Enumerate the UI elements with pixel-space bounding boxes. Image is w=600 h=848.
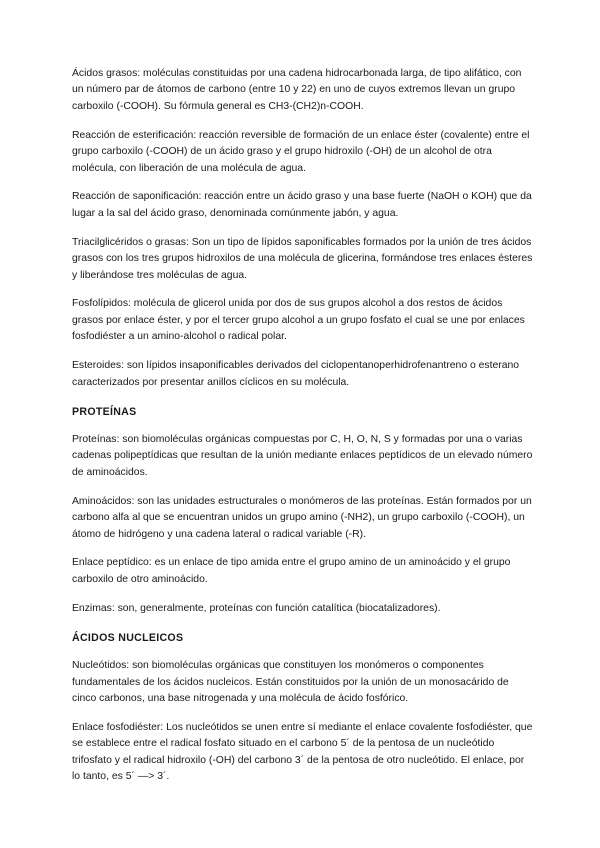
definition-esterificacion: Reacción de esterificación: reacción reversible de formación de un enlace éster (covalente) entre el grupo carboxilo (-COOH) de un ácido graso y el grupo hidroxilo (-OH) de un alcohol de otra molécula, con liberación de una molécula de agua.: [72, 129, 530, 174]
definition-enlace-fosfodiester: Enlace fosfodiéster: Los nucleótidos se unen entre sí mediante el enlace covalente fosfodiéster, que se establece entre el radical fosfato situado en el carbono 5´ de la pentosa de un nucleótido trifosfato y el radical hidroxilo (-OH) del carbono 3´ de la pentosa de otro nucleótido. El enlace, por lo tanto, es 5´ —> 3´.: [72, 721, 533, 783]
definition-acidos-grasos: Ácidos grasos: moléculas constituidas por una cadena hidrocarbonada larga, de tipo alifático, con un número par de átomos de carbono (entre 10 y 22) en uno de cuyos extremos llevan un grupo carboxilo (-COOH). Su fórmula general es CH3-(CH2)n-COOH.: [72, 68, 522, 112]
definition-enlace-peptidico: Enlace peptídico: es un enlace de tipo amida entre el grupo amino de un aminoácido y el grupo carboxilo de otro aminoácido.: [72, 557, 511, 585]
section-heading-acidos-nucleicos: ÁCIDOS NUCLEICOS: [72, 631, 184, 644]
definition-triacilgliceridos: Triacilglicéridos o grasas: Son un tipo de lípidos saponificables formados por la unión de tres ácidos grasos con los tres grupos hidroxilos de una molécula de glicerina, formándose tres enlaces ésteres y liberándose tres moléculas de agua.: [72, 236, 533, 281]
definition-saponificacion: Reacción de saponificación: reacción entre un ácido graso y una base fuerte (NaOH o KOH) que da lugar a la sal del ácido graso, denominada comúnmente jabón, y agua.: [72, 191, 532, 219]
definition-enzimas: Enzimas: son, generalmente, proteínas con función catalítica (biocatalizadores).: [72, 602, 441, 614]
definition-nucleotidos: Nucleótidos: son biomoléculas orgánicas que constituyen los monómeros o componentes fundamentales de los ácidos nucleicos. Están constituidos por la unión de un monosacárido de cinco carbonos, una base nitrogenada y una molécula de ácido fosfórico.: [72, 660, 509, 704]
section-heading-proteinas: PROTEÍNAS: [72, 405, 137, 418]
definition-proteinas: Proteínas: son biomoléculas orgánicas compuestas por C, H, O, N, S y formadas por una o varias cadenas polipeptídicas que resultan de la unión mediante enlaces peptídicos de un elevado número de aminoácidos.: [72, 434, 533, 478]
document-page: [72, 66, 534, 798]
definition-esteroides: Esteroides: son lípidos insaponificables derivados del ciclopentanoperhidrofenantreno o esterano caracterizados por presentar anillos cíclicos en su molécula.: [72, 360, 520, 388]
definition-fosfolipidos: Fosfolípidos: molécula de glicerol unida por dos de sus grupos alcohol a dos restos de ácidos grasos por enlace éster, y por el tercer grupo alcohol a un grupo fosfato el cual se une por enlaces fosfodiéster a un amino-alcohol o radical polar.: [72, 298, 525, 343]
definition-aminoacidos: Aminoácidos: son las unidades estructurales o monómeros de las proteínas. Están formados por un carbono alfa al que se encuentran unidos un grupo amino (-NH2), un grupo carboxilo (-COOH), un átomo de hidrógeno y una cadena lateral o radical variable (-R).: [72, 495, 532, 540]
